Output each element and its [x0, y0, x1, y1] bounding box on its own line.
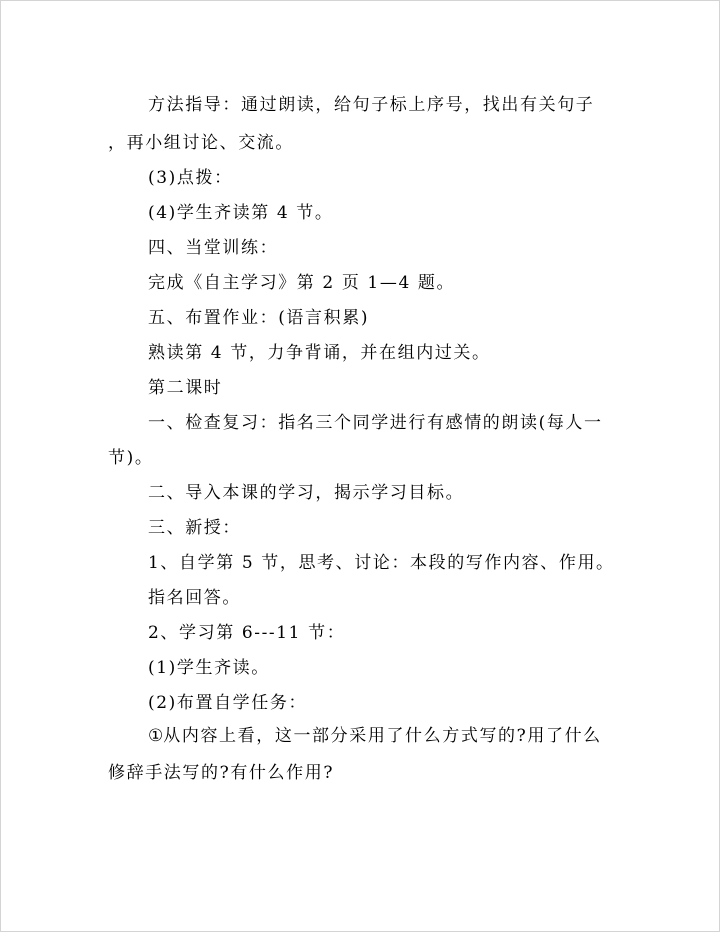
paragraph-section-5: 1、自学第 5 节，思考、讨论：本段的写作内容、作用。 [148, 553, 615, 573]
paragraph-question-1-continuation: 修辞手法写的?有什么作用? [108, 763, 335, 783]
paragraph-read-together: (1)学生齐读。 [148, 658, 270, 678]
paragraph-answer: 指名回答。 [148, 588, 241, 608]
paragraph-step-3: (3)点拨： [148, 168, 233, 188]
paragraph-assign-task: (2)布置自学任务： [148, 693, 308, 713]
paragraph-method-guidance-continuation: ，再小组讨论、交流。 [108, 133, 294, 153]
circled-number-marker: ① [148, 726, 164, 746]
heading-second-lesson: 第二课时 [148, 378, 223, 398]
paragraph-method-guidance: 方法指导：通过朗读，给句子标上序号，找出有关句子 [148, 95, 595, 115]
paragraph-review-continuation: 节)。 [108, 448, 154, 468]
paragraph-review: 一、检查复习：指名三个同学进行有感情的朗读(每人一 [148, 413, 603, 433]
question-1-text: 从内容上看，这一部分采用了什么方式写的?用了什么 [163, 726, 602, 746]
paragraph-sections-6-11: 2、学习第 6---11 节： [148, 623, 346, 643]
paragraph-question-1 [148, 726, 602, 746]
heading-homework: 五、布置作业：(语言积累) [148, 308, 370, 328]
paragraph-introduction: 二、导入本课的学习，揭示学习目标。 [148, 483, 465, 503]
paragraph-step-4: (4)学生齐读第 4 节。 [148, 203, 334, 223]
paragraph-self-study-task: 完成《自主学习》第 2 页 1—4 题。 [148, 273, 456, 293]
heading-classroom-training: 四、当堂训练： [148, 238, 279, 258]
paragraph-recite: 熟读第 4 节，力争背诵，并在组内过关。 [148, 343, 491, 363]
heading-new-lesson: 三、新授： [148, 518, 241, 538]
